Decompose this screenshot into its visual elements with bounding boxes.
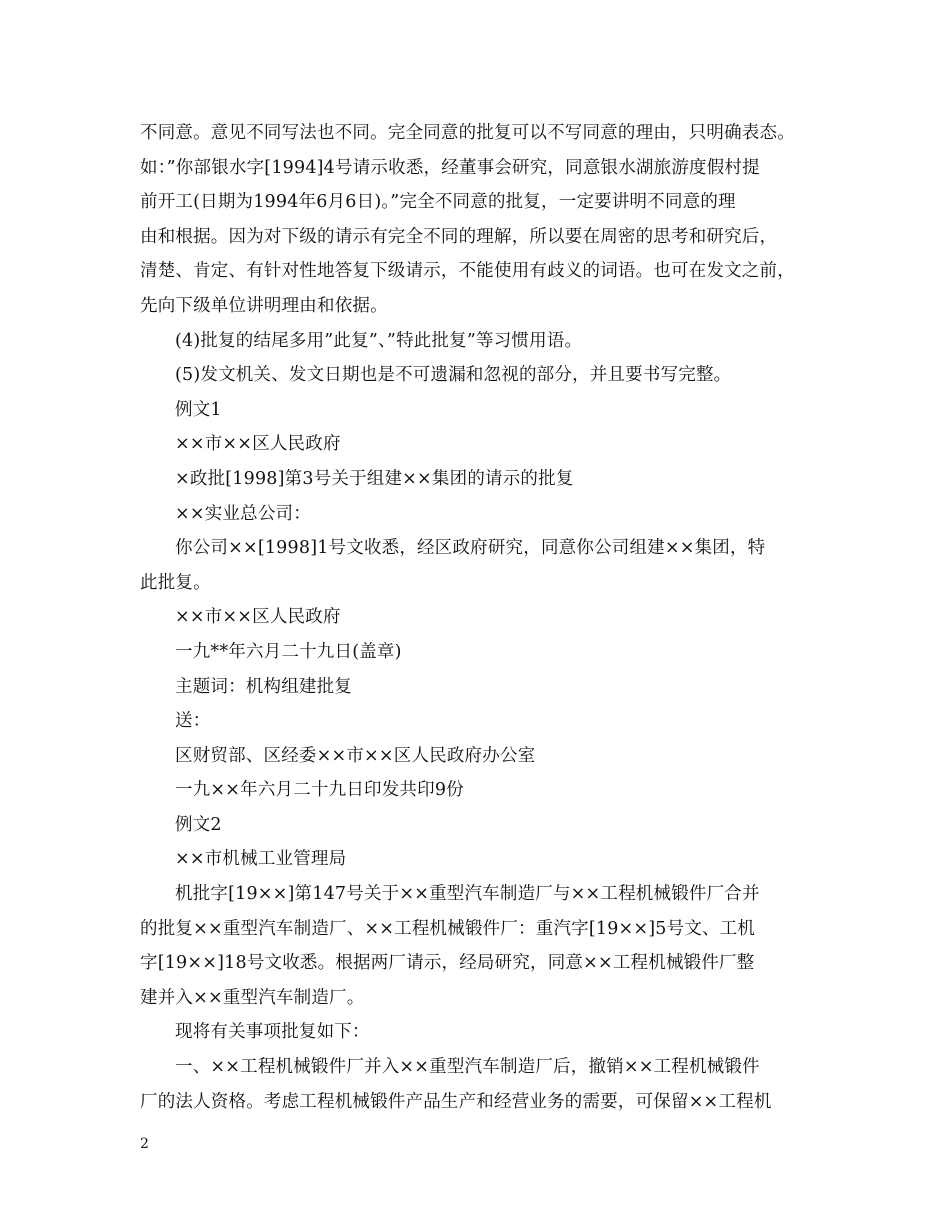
recipient-1: ××实业总公司： [175,503,311,524]
page-number: 2 [140,1136,149,1152]
issuing-authority-1: ××市××区人民政府 [175,434,341,455]
text-line-25: 字[19××]18号文收悉。根据两厂请示，经局研究，同意××工程机械锻件厂整 [140,953,755,974]
copy-to-recipients: 区财贸部、区经委××市××区人民政府办公室 [175,745,536,766]
signature-authority-1: ××市××区人民政府 [175,607,341,628]
text-line-7: (4)批复的结尾多用”此复”、”特此批复”等习惯用语。 [175,330,583,351]
example-heading-1: 例文1 [175,399,222,420]
text-line-2: 如：”你部银水字[1994]4号请示收悉，经董事会研究，同意银水湖旅游度假村提 [140,157,760,178]
text-line-4: 由和根据。因为对下级的请示有完全不同的理解，所以要在周密的思考和研究后， [140,226,778,247]
text-line-29: 厂的法人资格。考虑工程机械锻件产品生产和经营业务的需要，可保留××工程机 [140,1091,772,1112]
text-line-27: 现将有关事项批复如下： [175,1022,370,1043]
document-body [140,116,815,1119]
issuing-authority-2: ××市机械工业管理局 [175,849,347,870]
subject-keywords: 主题词：机构组建批复 [175,676,352,697]
text-line-6: 先向下级单位讲明理由和依据。 [140,295,388,316]
text-line-1: 不同意。意见不同写法也不同。完全同意的批复可以不写同意的理由，只明确表态。 [140,123,795,143]
example-heading-2: 例文2 [175,814,222,835]
copy-to-label: 送： [175,711,211,732]
signature-date-1: 一九**年六月二十九日(盖章) [175,641,402,662]
text-line-24: 的批复××重型汽车制造厂、××工程机械锻件厂：重汽字[19××]5号文、工机 [140,918,756,939]
document-title-2: 机批字[19××]第147号关于××重型汽车制造厂与××工程机械锻件厂合并 [175,884,760,905]
text-line-8: (5)发文机关、发文日期也是不可遗漏和忽视的部分，并且要书写完整。 [175,365,732,386]
print-date: 一九××年六月二十九日印发共印9份 [175,780,464,801]
text-line-28: 一、××工程机械锻件厂并入××重型汽车制造厂后，撤销××工程机械锻件 [175,1057,760,1078]
text-line-5: 清楚、肯定、有针对性地答复下级请示，不能使用有歧义的词语。也可在发文之前， [140,261,795,282]
text-line-3: 前开工(日期为1994年6月6日)。”完全不同意的批复，一定要讲明不同意的理 [140,192,736,213]
text-line-26: 建并入××重型汽车制造厂。 [140,987,365,1008]
document-title-1: ×政批[1998]第3号关于组建××集团的请示的批复 [175,468,574,489]
text-line-13: 你公司××[1998]1号文收悉，经区政府研究，同意你公司组建××集团，特 [175,538,766,559]
text-line-14: 此批复。 [140,572,211,593]
